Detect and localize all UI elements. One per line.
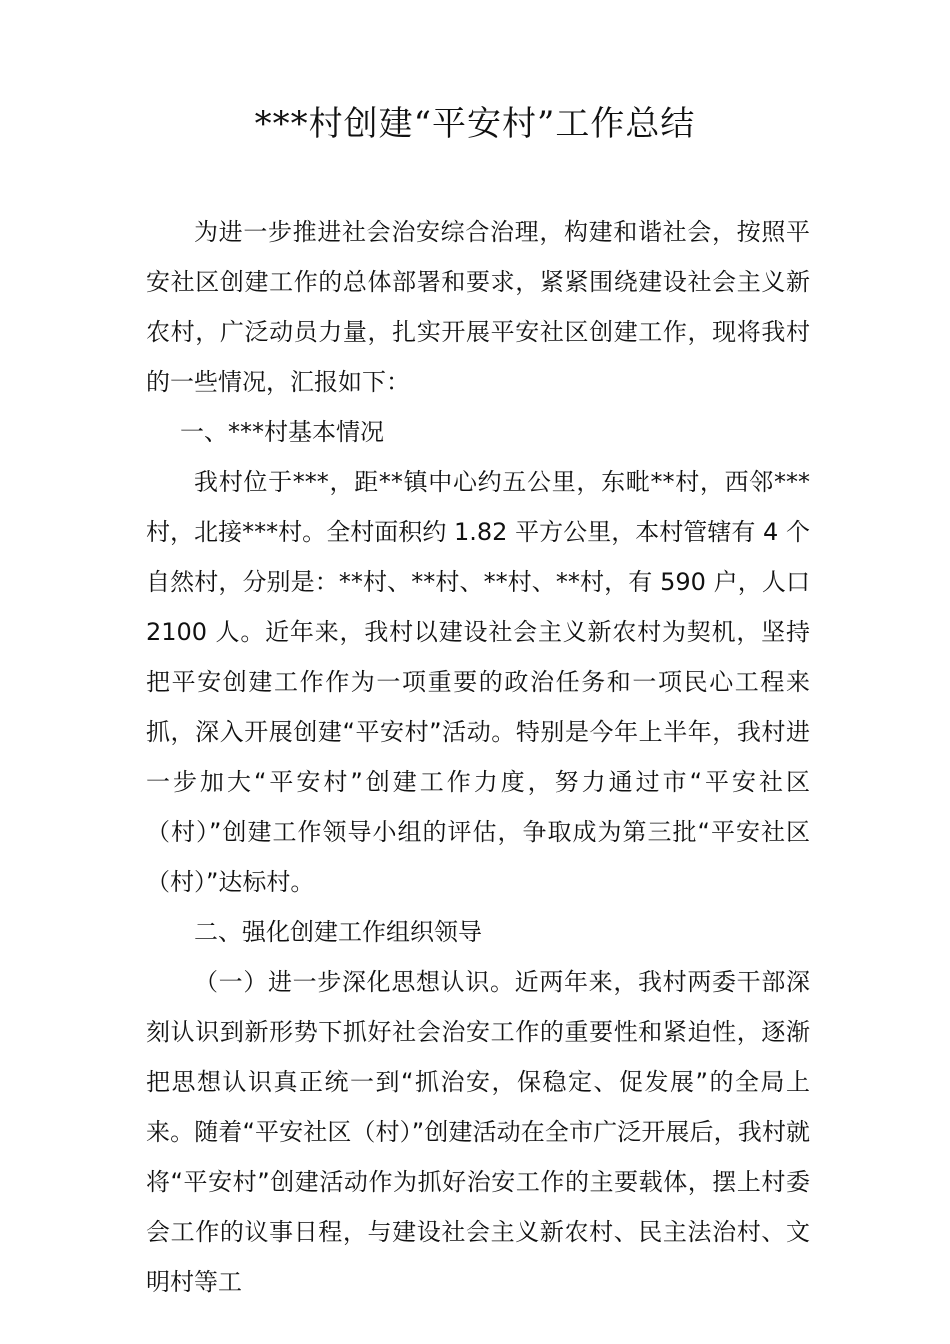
intro-paragraph: 为进一步推进社会治安综合治理，构建和谐社会，按照平安社区创建工作的总体部署和要求，紧紧围绕建设社会主义新农村，广泛动员力量，扎实开展平安社区创建工作，现将我村的一些情况，汇报如下： bbox=[146, 218, 810, 396]
section-heading-1: 一、***村基本情况 bbox=[180, 418, 384, 446]
document-title: ***村创建“平安村”工作总结 bbox=[254, 104, 696, 144]
leadership-paragraph: （一）进一步深化思想认识。近两年来，我村两委干部深刻认识到新形势下抓好社会治安工作的重要性和紧迫性，逐渐把思想认识真正统一到“抓治安，保稳定、促发展”的全局上来。随着“平安社区（村）”创建活动在全市广泛开展后，我村就将“平安村”创建活动作为抓好治安工作的主要载体，摆上村委会工作的议事日程，与建设社会主义新农村、民主法治村、文明村等工 bbox=[146, 968, 810, 1296]
document-body bbox=[146, 207, 810, 1307]
basic-info-paragraph: 我村位于***，距**镇中心约五公里，东毗**村，西邻***村，北接***村。全村面积约 1.82 平方公里，本村管辖有 4 个自然村，分别是：**村、**村、**村、**村，有 590 户，人口 2100 人。近年来，我村以建设社会主义新农村为契机，坚持把平安创建工作作为一项重要的政治任务和一项民心工程来抓，深入开展创建“平安村”活动。特别是今年上半年，我村进一步加大“平安村”创建工作力度，努力通过市“平安社区（村）”创建工作领导小组的评估，争取成为第三批“平安社区（村）”达标村。 bbox=[146, 468, 810, 896]
section-heading-2: 二、强化创建工作组织领导 bbox=[194, 918, 482, 946]
